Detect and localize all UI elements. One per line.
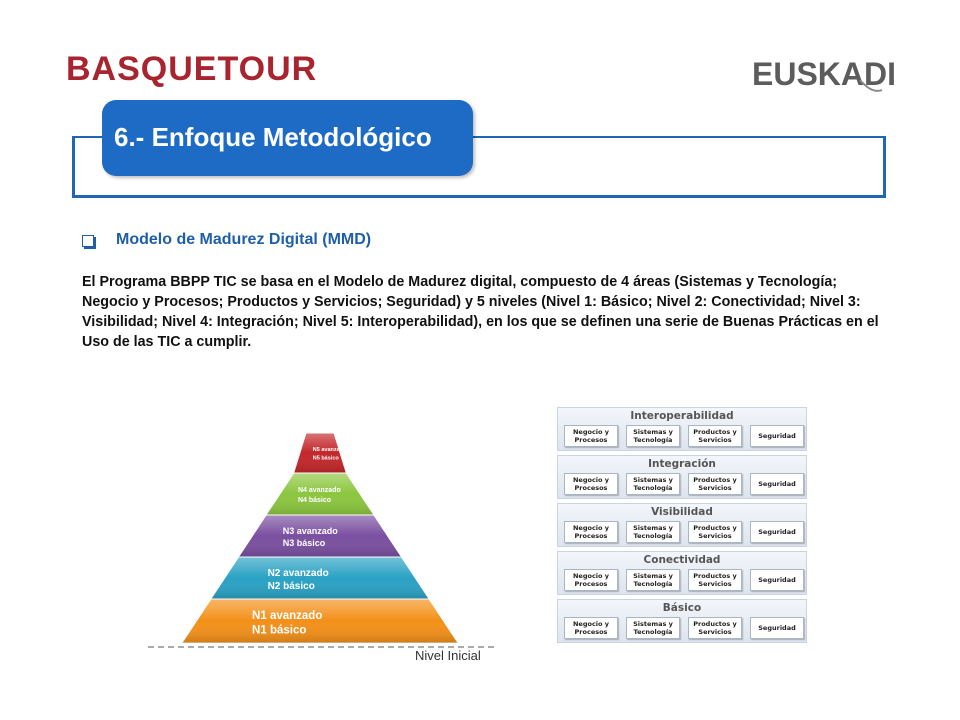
pyramid-level-shine xyxy=(266,473,374,515)
mmd-band xyxy=(557,503,807,547)
mmd-area-label: Negocio y Procesos xyxy=(572,620,609,636)
mmd-area-cell xyxy=(750,473,804,495)
pyramid-label-lower: N2 básico xyxy=(267,581,315,592)
pyramid-label-lower: N1 básico xyxy=(252,624,307,637)
mmd-area-label: Productos y Servicios xyxy=(693,620,737,636)
pyramid-label-upper: N3 avanzado xyxy=(282,526,338,536)
mmd-area-label: Seguridad xyxy=(758,576,796,584)
nivel-inicial-label: Nivel Inicial xyxy=(415,648,481,663)
mmd-area-label: Seguridad xyxy=(758,432,796,440)
body-paragraph: El Programa BBPP TIC se basa en el Modelo de Madurez digital, compuesto de 4 áreas (Sistemas y Tecnología; Negocio y Procesos; Productos y Servicios; Seguridad) y 5 niveles (Nivel 1: Básico; Nivel 2: Conectividad; Nivel 3: Visibilidad; Nivel 4: Integración; Nivel 5: Interoperabilidad), en los que se definen una serie de Buenas Prácticas en el Uso de las TIC a cumplir. xyxy=(82,274,879,350)
mmd-area-cell xyxy=(564,569,618,591)
mmd-area-cell xyxy=(626,617,680,639)
mmd-area-cell xyxy=(750,425,804,447)
mmd-band-title: Integración xyxy=(648,458,716,470)
mmd-area-label: Seguridad xyxy=(758,528,796,536)
mmd-area-label: Negocio y Procesos xyxy=(572,572,609,588)
mmd-area-cell xyxy=(688,521,742,543)
pyramid-label-upper: N1 avanzado xyxy=(252,610,323,622)
pyramid-level-shine xyxy=(239,515,402,557)
mmd-area-label: Sistemas y Tecnología xyxy=(633,476,673,492)
mmd-area-cell xyxy=(688,425,742,447)
mmd-area-cell xyxy=(626,425,680,447)
mmd-area-cell xyxy=(626,569,680,591)
mmd-band xyxy=(557,407,807,451)
mmd-band-title: Visibilidad xyxy=(651,506,713,518)
mmd-band xyxy=(557,551,807,595)
mmd-area-label: Seguridad xyxy=(758,624,796,632)
mmd-area-label: Seguridad xyxy=(758,480,796,488)
checkbox-bullet-icon xyxy=(82,235,94,247)
mmd-area-cell xyxy=(564,617,618,639)
mmd-area-cell xyxy=(688,473,742,495)
mmd-area-cell xyxy=(626,521,680,543)
mmd-area-cell xyxy=(750,521,804,543)
mmd-area-label: Productos y Servicios xyxy=(693,572,737,588)
pyramid-label-upper: N4 avanzado xyxy=(297,487,341,494)
basquetour-logo: BASQUETOUR xyxy=(66,50,318,88)
mmd-area-label: Productos y Servicios xyxy=(693,476,737,492)
mmd-area-label: Sistemas y Tecnología xyxy=(633,572,673,588)
section-subtitle: Modelo de Madurez Digital (MMD) xyxy=(116,231,372,248)
mmd-band-title: Conectividad xyxy=(643,554,721,566)
mmd-area-label: Productos y Servicios xyxy=(693,428,737,444)
pyramid-label-lower: N5 básico xyxy=(312,455,339,462)
pyramid-level-shine xyxy=(294,433,347,473)
mmd-band xyxy=(557,455,807,499)
maturity-pyramid xyxy=(140,425,510,650)
mmd-area-cell xyxy=(750,617,804,639)
mmd-area-label: Negocio y Procesos xyxy=(572,476,609,492)
pyramid-label-upper: N2 avanzado xyxy=(267,568,329,579)
pyramid-label-lower: N3 básico xyxy=(282,538,326,548)
mmd-area-cell xyxy=(564,473,618,495)
mmd-matrix xyxy=(557,407,807,643)
mmd-band-title: Básico xyxy=(662,602,702,614)
page-title: 6.- Enfoque Metodológico xyxy=(114,122,432,152)
euskadi-logo: EUSKADI xyxy=(752,56,897,92)
mmd-area-cell xyxy=(564,521,618,543)
mmd-area-label: Sistemas y Tecnología xyxy=(633,524,673,540)
mmd-area-cell xyxy=(688,569,742,591)
mmd-area-cell xyxy=(750,569,804,591)
mmd-area-label: Sistemas y Tecnología xyxy=(633,428,673,444)
mmd-area-label: Productos y Servicios xyxy=(693,524,737,540)
pyramid-label-upper: N5 avanzado xyxy=(312,447,347,453)
mmd-area-cell xyxy=(626,473,680,495)
mmd-area-label: Negocio y Procesos xyxy=(572,524,609,540)
mmd-area-label: Negocio y Procesos xyxy=(572,428,609,444)
euskadi-swoosh-icon xyxy=(858,78,884,94)
pyramid-label-lower: N4 básico xyxy=(297,497,332,504)
mmd-area-label: Sistemas y Tecnología xyxy=(633,620,673,636)
mmd-band xyxy=(557,599,807,643)
mmd-band-title: Interoperabilidad xyxy=(630,410,734,422)
mmd-area-cell xyxy=(564,425,618,447)
mmd-area-cell xyxy=(688,617,742,639)
